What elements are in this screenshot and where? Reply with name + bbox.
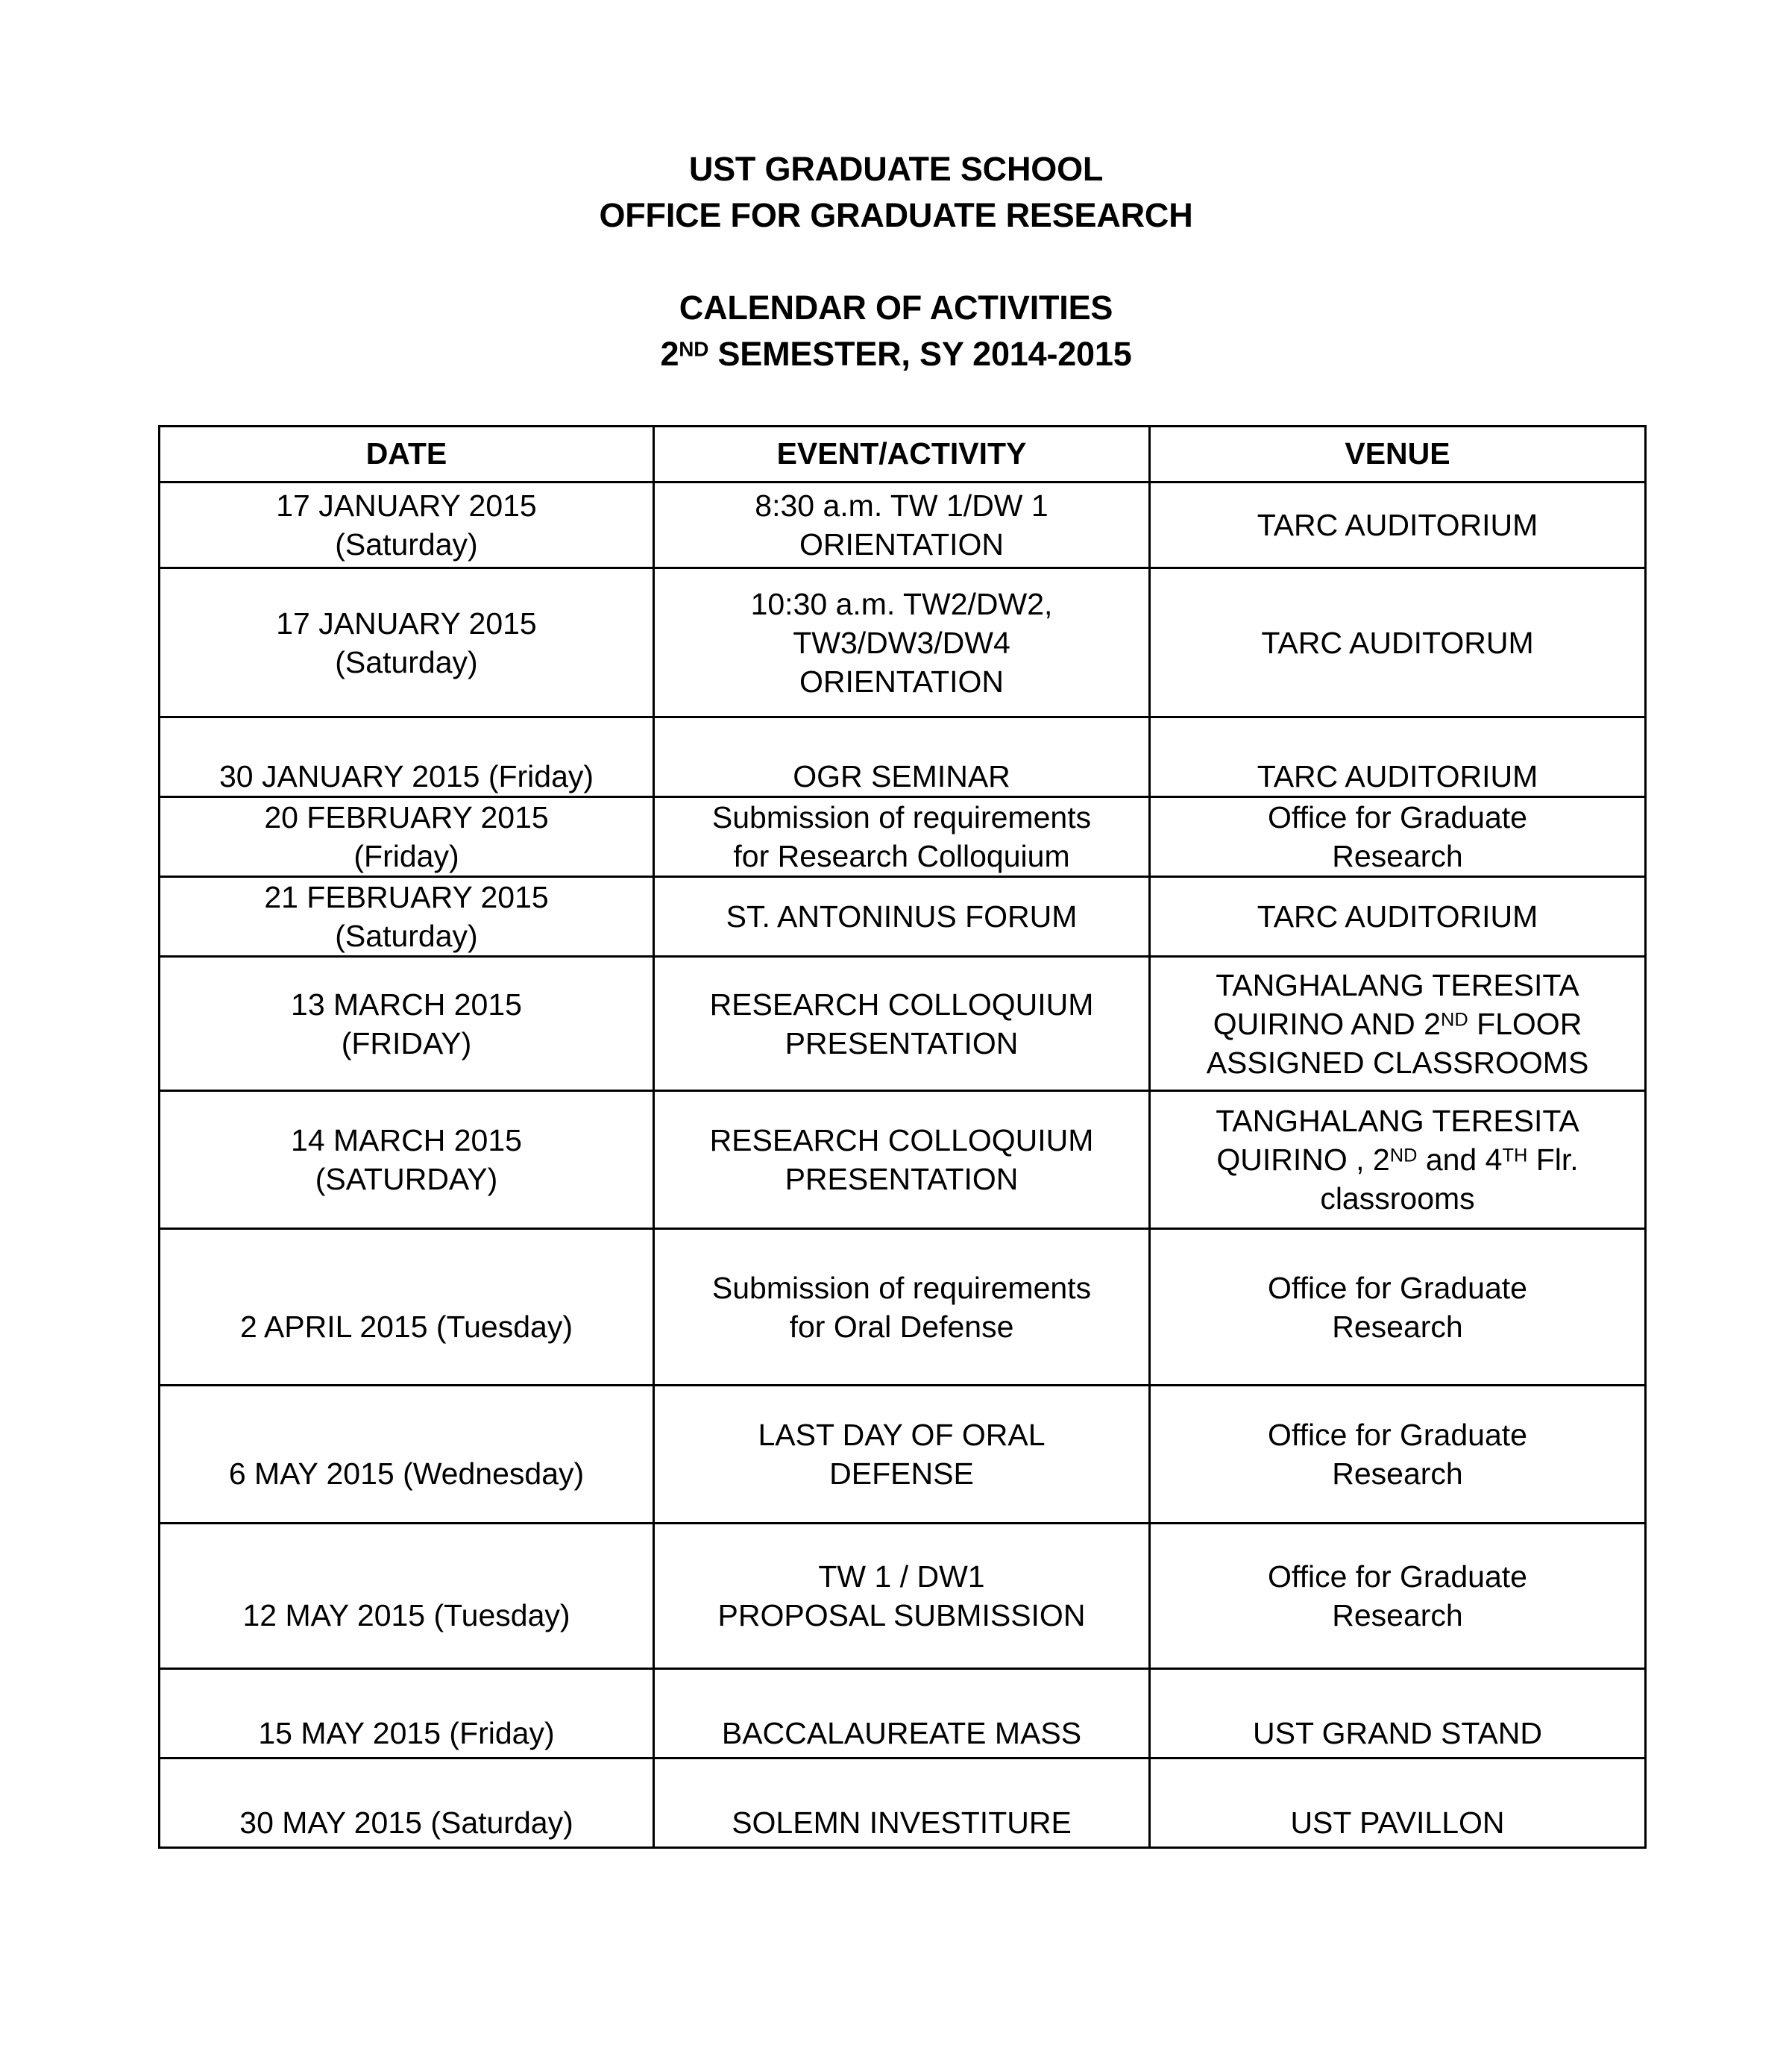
cell-date xyxy=(160,877,654,957)
table-row xyxy=(160,797,1646,877)
cell-venue xyxy=(1150,1669,1646,1758)
cell-line-spacer xyxy=(662,1764,1141,1803)
cell-date-text xyxy=(168,985,645,1063)
cell-line: Research xyxy=(1332,1456,1463,1491)
cell-venue-text: TANGHALANG TERESITA QUIRINO , 2ND and 4TH Flr. classrooms xyxy=(1216,1104,1579,1216)
cell-line-spacer xyxy=(168,1675,645,1714)
cell-event-activity xyxy=(654,957,1150,1091)
table-header-row xyxy=(160,427,1646,483)
cell-line-spacer xyxy=(168,1764,645,1803)
cell-date xyxy=(160,1758,654,1848)
column-header-event-activity: EVENT/ACTIVITY xyxy=(654,427,1150,483)
cell-date xyxy=(160,957,654,1091)
table-row xyxy=(160,877,1646,957)
cell-venue xyxy=(1150,957,1646,1091)
cell-event-activity-text xyxy=(662,798,1141,876)
cell-event-activity-text xyxy=(662,1121,1141,1198)
cell-event-activity-text xyxy=(662,1415,1141,1493)
cell-event-activity xyxy=(654,797,1150,877)
table-row xyxy=(160,483,1646,568)
cell-line: TW 1 / DW1 xyxy=(818,1559,985,1594)
cell-date-text xyxy=(168,486,645,564)
cell-venue-text xyxy=(1158,1269,1637,1346)
subtitle-ordinal-suffix: ND xyxy=(679,337,709,361)
cell-line: LAST DAY OF ORAL xyxy=(758,1418,1046,1452)
cell-event-activity xyxy=(654,877,1150,957)
table-row xyxy=(160,1229,1646,1386)
cell-line: ST. ANTONINUS FORUM xyxy=(726,899,1078,934)
cell-line: TARC AUDITORUM xyxy=(1261,625,1534,660)
cell-line: Research xyxy=(1332,1598,1463,1632)
cell-venue xyxy=(1150,877,1646,957)
cell-line: BACCALAUREATE MASS xyxy=(721,1715,1082,1750)
cell-event-activity-text xyxy=(662,486,1141,564)
cell-event-activity xyxy=(654,1758,1150,1848)
cell-event-activity xyxy=(654,1669,1150,1758)
cell-line: 30 MAY 2015 (Saturday) xyxy=(239,1805,573,1840)
cell-event-activity-text xyxy=(662,718,1141,796)
cell-date-text xyxy=(168,1675,645,1753)
cell-date xyxy=(160,717,654,797)
cell-line: 6 MAY 2015 (Wednesday) xyxy=(228,1456,585,1491)
cell-line: Office for Graduate xyxy=(1268,1270,1527,1305)
cell-line: Office for Graduate xyxy=(1268,800,1527,835)
document-subtitle xyxy=(0,331,1792,377)
cell-line: 20 FEBRUARY 2015 xyxy=(264,800,549,835)
cell-venue-text xyxy=(1158,1557,1637,1635)
cell-venue xyxy=(1150,797,1646,877)
cell-venue-text xyxy=(1158,798,1637,876)
cell-event-activity-text xyxy=(662,985,1141,1063)
cell-venue xyxy=(1150,1091,1646,1229)
table-row xyxy=(160,957,1646,1091)
cell-date-text xyxy=(168,1121,645,1198)
subtitle-rest: SEMESTER, SY 2014-2015 xyxy=(708,335,1132,373)
cell-date xyxy=(160,1386,654,1524)
cell-venue xyxy=(1150,483,1646,568)
cell-line: Office for Graduate xyxy=(1268,1559,1527,1594)
cell-venue-text: TANGHALANG TERESITA QUIRINO AND 2ND FLOOR ASSIGNED CLASSROOMS xyxy=(1206,967,1589,1080)
cell-line: 13 MARCH 2015 xyxy=(291,987,522,1022)
cell-date xyxy=(160,1091,654,1229)
table-row xyxy=(160,568,1646,717)
cell-line: SOLEMN INVESTITURE xyxy=(732,1805,1072,1840)
header-spacer xyxy=(0,239,1792,285)
table-header xyxy=(160,427,1646,483)
cell-date xyxy=(160,1229,654,1386)
cell-line: TARC AUDITORIUM xyxy=(1257,508,1538,542)
column-header-date: DATE xyxy=(160,427,654,483)
cell-line: for Research Colloquium xyxy=(733,839,1070,873)
cell-venue xyxy=(1150,1524,1646,1669)
cell-date-text xyxy=(168,1415,645,1493)
document-header xyxy=(0,146,1792,377)
table-row xyxy=(160,1386,1646,1524)
cell-line: (FRIDAY) xyxy=(341,1025,472,1060)
cell-date-text xyxy=(168,1269,645,1346)
cell-line-spacer xyxy=(662,1675,1141,1714)
cell-line: ORIENTATION xyxy=(799,527,1005,562)
cell-venue-text xyxy=(1158,1675,1637,1753)
cell-line: (Friday) xyxy=(353,839,459,873)
cell-event-activity-text xyxy=(662,1675,1141,1753)
cell-line: PROPOSAL SUBMISSION xyxy=(717,1598,1086,1632)
cell-event-activity xyxy=(654,1229,1150,1386)
cell-event-activity-text xyxy=(662,1269,1141,1346)
cell-date xyxy=(160,483,654,568)
cell-date xyxy=(160,1669,654,1758)
table-row xyxy=(160,1758,1646,1848)
cell-line-spacer xyxy=(1158,718,1637,757)
cell-venue xyxy=(1150,568,1646,717)
cell-venue xyxy=(1150,717,1646,797)
cell-line-spacer xyxy=(1158,1675,1637,1714)
cell-line: Research xyxy=(1332,839,1463,873)
cell-venue-text xyxy=(1158,1415,1637,1493)
cell-date xyxy=(160,1524,654,1669)
cell-line: Research xyxy=(1332,1309,1463,1344)
cell-line: (Saturday) xyxy=(335,919,478,953)
cell-event-activity xyxy=(654,717,1150,797)
cell-line: for Oral Defense xyxy=(789,1309,1014,1344)
cell-event-activity xyxy=(654,1524,1150,1669)
cell-line: DEFENSE xyxy=(829,1456,974,1491)
cell-venue-text xyxy=(1158,718,1637,796)
cell-venue-text xyxy=(1158,897,1637,936)
cell-line: (Saturday) xyxy=(335,644,478,679)
cell-date xyxy=(160,568,654,717)
cell-line: (SATURDAY) xyxy=(315,1162,498,1196)
cell-line: Submission of requirements xyxy=(711,800,1092,835)
cell-event-activity-text xyxy=(662,897,1141,936)
cell-line: RESEARCH COLLOQUIUM xyxy=(709,1123,1094,1157)
table-row xyxy=(160,1669,1646,1758)
cell-line: (Saturday) xyxy=(335,527,478,562)
cell-date-text xyxy=(168,878,645,955)
cell-line-spacer xyxy=(168,1269,645,1307)
cell-venue xyxy=(1150,1229,1646,1386)
cell-line: 15 MAY 2015 (Friday) xyxy=(258,1715,555,1750)
cell-venue-text xyxy=(1158,623,1637,662)
cell-line: Office for Graduate xyxy=(1268,1418,1527,1452)
cell-line: TARC AUDITORIUM xyxy=(1257,759,1538,793)
cell-line-spacer xyxy=(662,718,1141,757)
cell-venue-text xyxy=(1158,1764,1637,1842)
cell-line: PRESENTATION xyxy=(785,1162,1019,1196)
cell-venue xyxy=(1150,1386,1646,1524)
table-row xyxy=(160,1091,1646,1229)
document-title: CALENDAR OF ACTIVITIES xyxy=(679,289,1113,327)
cell-line: 17 JANUARY 2015 xyxy=(276,606,537,641)
cell-date-text xyxy=(168,798,645,876)
cell-line: TW3/DW3/DW4 xyxy=(793,625,1010,660)
cell-line-spacer xyxy=(168,1415,645,1454)
cell-line: 8:30 a.m. TW 1/DW 1 xyxy=(755,488,1049,523)
cell-line: 2 APRIL 2015 (Tuesday) xyxy=(240,1309,573,1344)
cell-line: ORIENTATION xyxy=(799,664,1005,699)
cell-line-spacer xyxy=(168,718,645,757)
table-row xyxy=(160,717,1646,797)
cell-venue xyxy=(1150,1758,1646,1848)
cell-line: UST GRAND STAND xyxy=(1252,1715,1543,1750)
cell-line: 14 MARCH 2015 xyxy=(291,1123,522,1157)
cell-event-activity xyxy=(654,1386,1150,1524)
cell-event-activity xyxy=(654,568,1150,717)
cell-line: 12 MAY 2015 (Tuesday) xyxy=(242,1598,570,1632)
cell-date-text xyxy=(168,604,645,682)
table-body xyxy=(160,483,1646,1848)
cell-event-activity-text xyxy=(662,1557,1141,1635)
cell-date xyxy=(160,797,654,877)
cell-line: Submission of requirements xyxy=(711,1270,1092,1305)
cell-date-text xyxy=(168,1557,645,1635)
cell-event-activity-text xyxy=(662,1764,1141,1842)
cell-venue-text xyxy=(1158,506,1637,544)
cell-date-text xyxy=(168,718,645,796)
organization-line-1: UST GRADUATE SCHOOL xyxy=(688,150,1104,188)
cell-line-spacer xyxy=(1158,1764,1637,1803)
cell-line: 21 FEBRUARY 2015 xyxy=(264,880,549,914)
cell-line: UST PAVILLON xyxy=(1290,1805,1505,1840)
cell-date-text xyxy=(168,1764,645,1842)
cell-event-activity-text xyxy=(662,585,1141,701)
cell-event-activity xyxy=(654,483,1150,568)
column-header-venue: VENUE xyxy=(1150,427,1646,483)
cell-line: TARC AUDITORIUM xyxy=(1257,899,1538,934)
cell-line-spacer xyxy=(168,1557,645,1596)
cell-event-activity xyxy=(654,1091,1150,1229)
cell-line: 10:30 a.m. TW2/DW2, xyxy=(750,586,1053,621)
cell-line: RESEARCH COLLOQUIUM xyxy=(709,987,1094,1022)
cell-line: PRESENTATION xyxy=(785,1025,1019,1060)
cell-line: 17 JANUARY 2015 xyxy=(276,488,537,523)
subtitle-prefix: 2 xyxy=(660,335,679,373)
table-row xyxy=(160,1524,1646,1669)
organization-line-2: OFFICE FOR GRADUATE RESEARCH xyxy=(599,196,1193,234)
cell-line: OGR SEMINAR xyxy=(793,759,1010,793)
cell-line: 30 JANUARY 2015 (Friday) xyxy=(219,759,594,793)
calendar-of-activities-table xyxy=(158,425,1647,1849)
